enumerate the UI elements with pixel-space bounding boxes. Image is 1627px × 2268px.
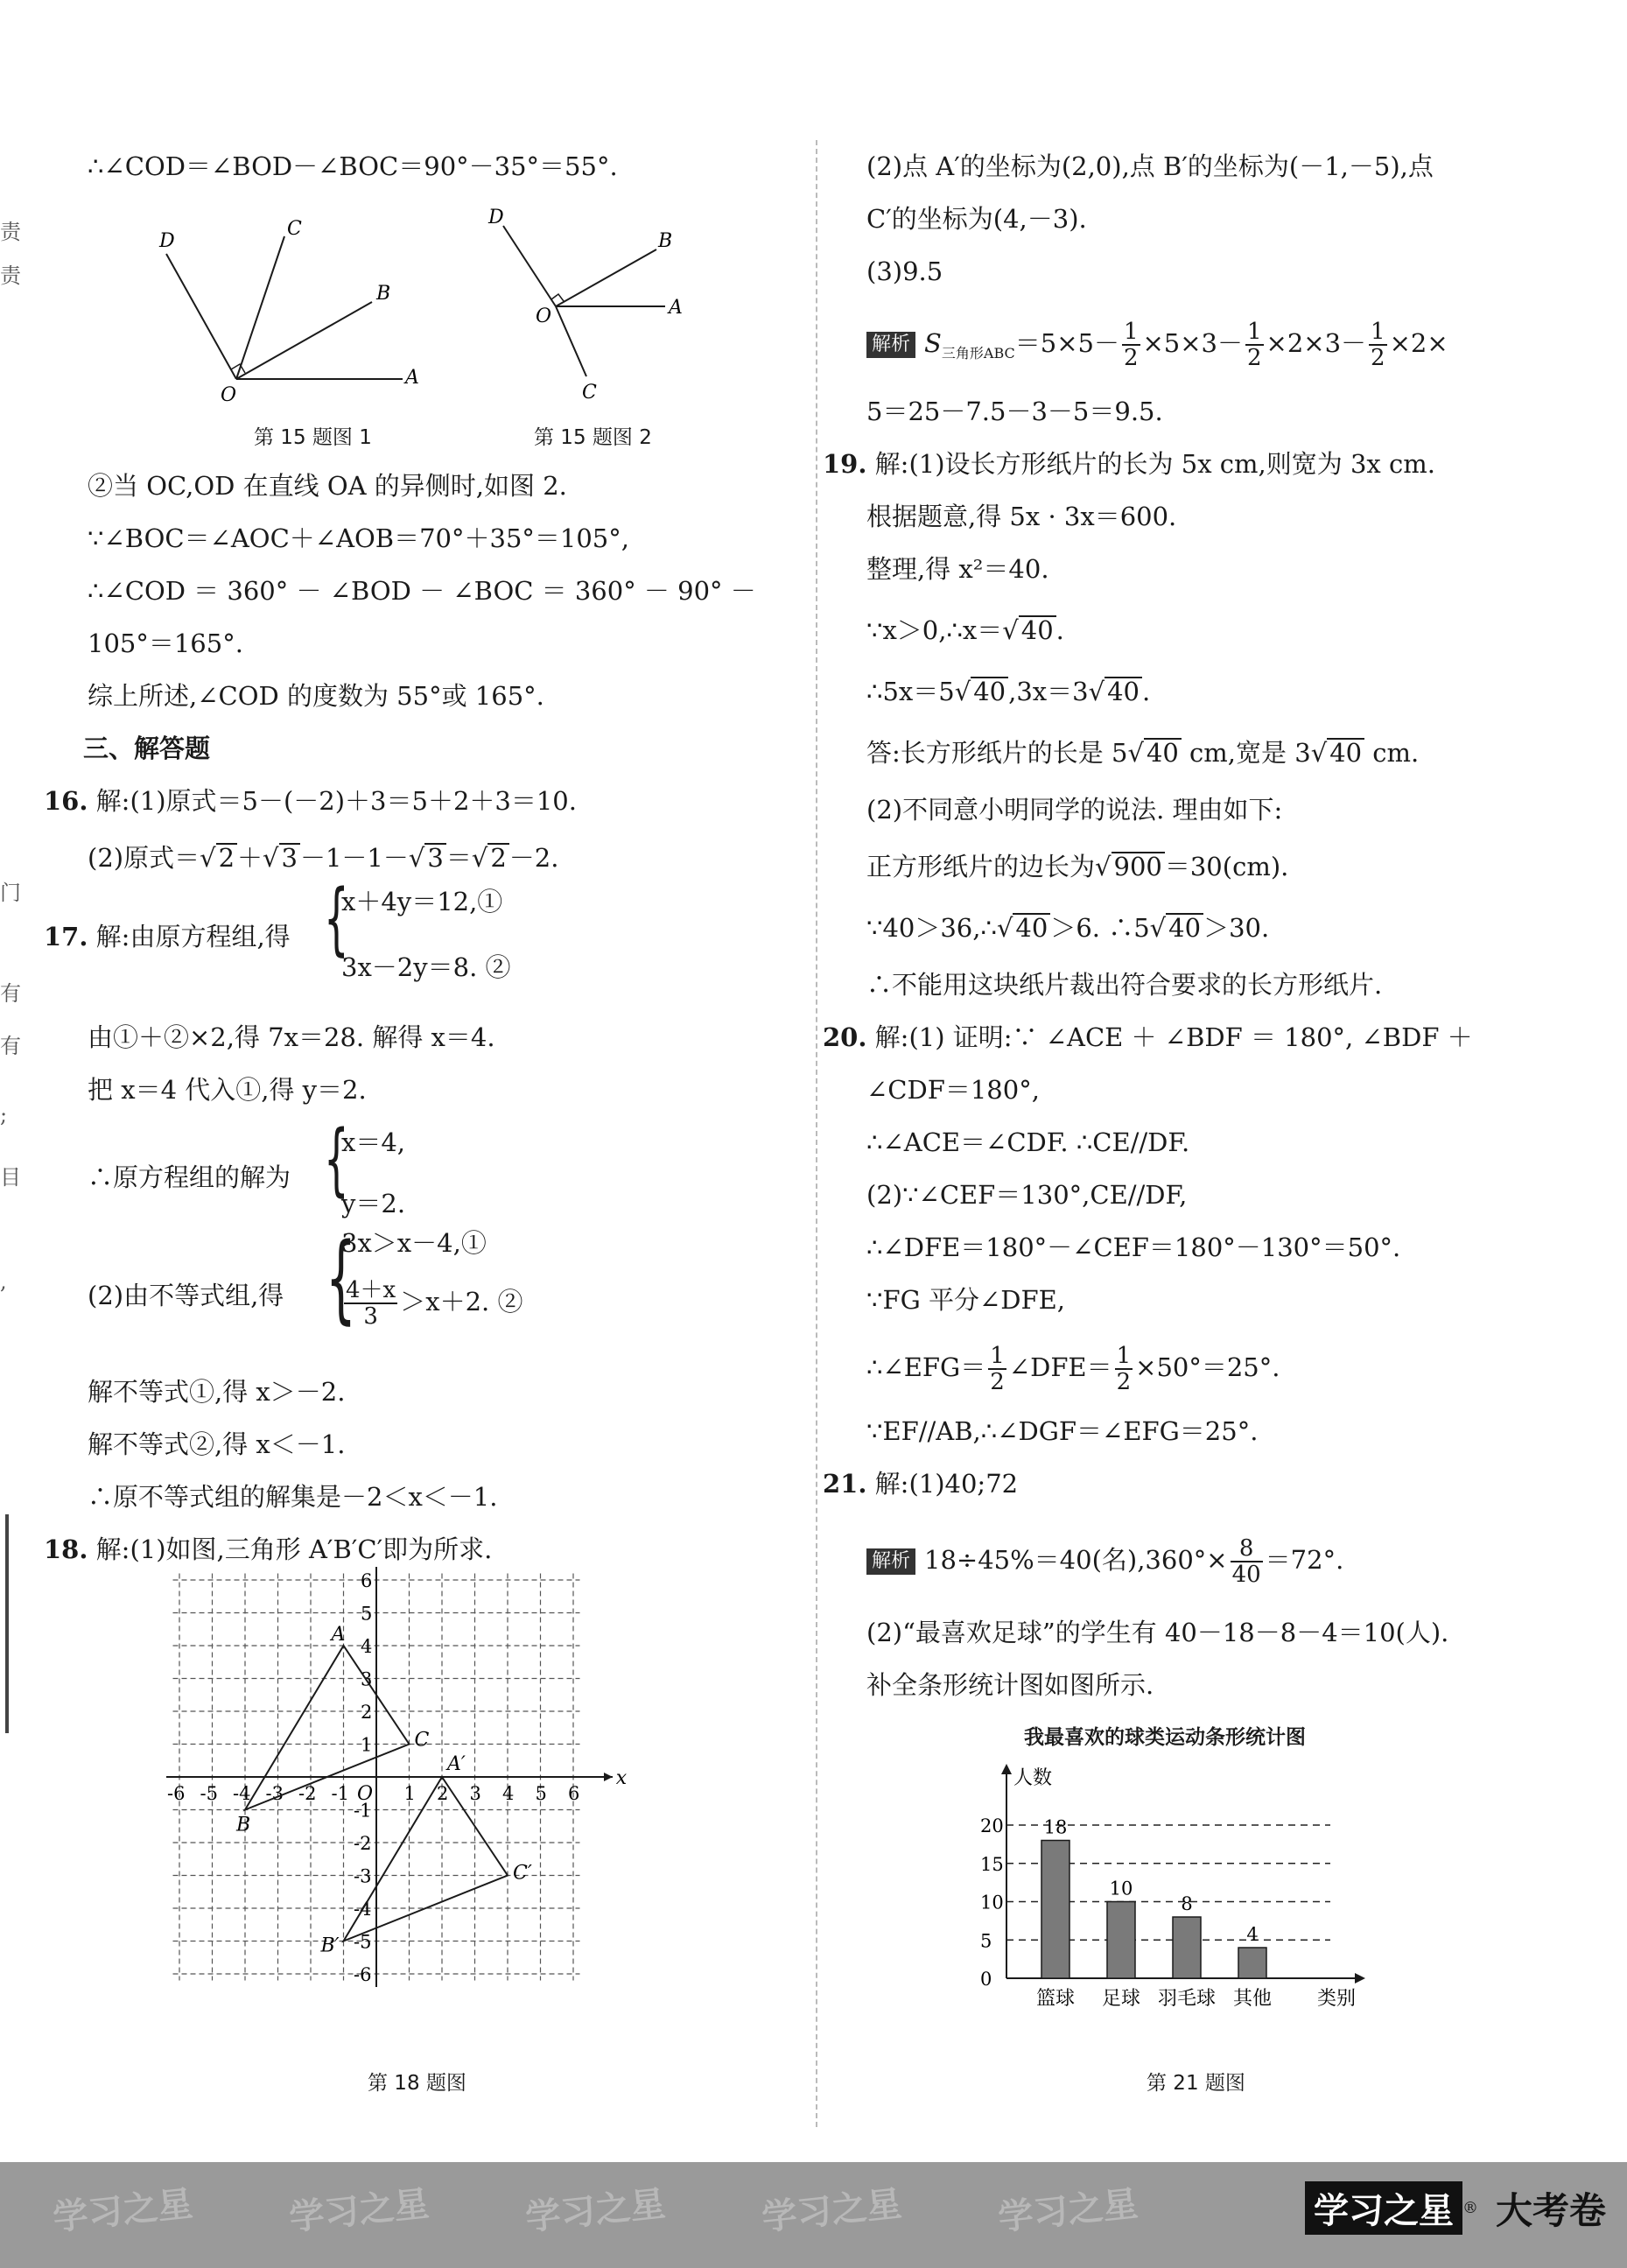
y-tick-label: 15 bbox=[980, 1853, 1004, 1875]
line: (2)“最喜欢足球”的学生有 40－18－8－4＝10(人). bbox=[866, 1618, 1449, 1647]
line: 根据题意,得 5x · 3x＝600. bbox=[866, 502, 1177, 531]
y-tick-label: 0 bbox=[980, 1969, 992, 1990]
line: ∴∠COD＝∠BOD－∠BOC＝90°－35°＝55°. bbox=[88, 151, 618, 181]
label-B: B bbox=[658, 230, 673, 252]
text: 解:(1) 证明:∵ ∠ACE ＋ ∠BDF ＝ 180°, ∠BDF ＋ bbox=[874, 1022, 1473, 1052]
y-tick-label: -6 bbox=[354, 1964, 372, 1985]
text: (2)原式＝ bbox=[88, 843, 200, 873]
brand-logo: 学习之星 bbox=[1305, 2181, 1462, 2235]
question-number: 20. bbox=[823, 1022, 867, 1052]
category-label: 篮球 bbox=[1035, 1988, 1076, 2010]
x-axis-label: x bbox=[615, 1767, 628, 1789]
x-arrow bbox=[604, 1773, 613, 1781]
x-tick-label: -5 bbox=[200, 1783, 218, 1804]
line: (2)∵∠CEF＝130°,CE//DF, bbox=[866, 1180, 1188, 1210]
cut-line bbox=[5, 1514, 9, 1733]
analysis-tag: 解析 bbox=[866, 1548, 915, 1575]
figure-caption: 第 21 题图 bbox=[1147, 2072, 1245, 2095]
ray-OD bbox=[166, 254, 236, 379]
fragment: , bbox=[0, 1269, 7, 1294]
figure-caption: 第 15 题图 2 bbox=[534, 426, 652, 449]
watermark: 学习之星 bbox=[523, 2183, 668, 2239]
category-label: 其他 bbox=[1232, 1988, 1273, 2010]
fragment: 有 bbox=[0, 981, 21, 1006]
vertex-label: B′ bbox=[320, 1934, 340, 1957]
y-tick-label: 5 bbox=[980, 1930, 992, 1952]
label-D: D bbox=[488, 207, 504, 228]
left-edge-fragments bbox=[0, 131, 26, 1882]
analysis-line: 解析 18÷45%＝40(名),360°× $\frac{8}{40}$ ＝72°. bbox=[866, 1536, 1343, 1587]
bar bbox=[1041, 1841, 1069, 1979]
question-number: 21. bbox=[823, 1469, 867, 1499]
line: 由①＋②×2,得 7x＝28. 解得 x＝4. bbox=[88, 1022, 495, 1052]
line: (3)9.5 bbox=[866, 256, 943, 286]
figure-15-2 bbox=[473, 201, 700, 403]
section-title: 三、解答题 bbox=[83, 734, 211, 763]
line: ∴∠DFE＝180°－∠CEF＝180°－130°＝50°. bbox=[866, 1232, 1401, 1262]
vertex-label: A bbox=[331, 1624, 346, 1646]
line: 综上所述,∠COD 的度数为 55°或 165°. bbox=[88, 681, 544, 711]
category-label: 足球 bbox=[1101, 1988, 1141, 2010]
origin-label: O bbox=[357, 1783, 374, 1805]
text: －2. bbox=[508, 843, 559, 873]
line: (2)不同意小明同学的说法. 理由如下: bbox=[866, 795, 1283, 825]
solution-x: x＝4, bbox=[341, 1127, 406, 1157]
x-tick-label: 2 bbox=[437, 1783, 449, 1804]
q16-part2: (2)原式＝√ 2 ＋√ 3 －1－1－√ 3 ＝√ 2 －2. bbox=[88, 843, 559, 873]
line: 补全条形统计图如图所示. bbox=[866, 1670, 1154, 1700]
y-tick-label: -1 bbox=[354, 1800, 372, 1822]
x-tick-label: 5 bbox=[535, 1783, 547, 1804]
y-axis-label: 人数 bbox=[1013, 1767, 1053, 1789]
column-divider bbox=[816, 140, 817, 2127]
x-arrow bbox=[1355, 1973, 1365, 1984]
ray-OB bbox=[556, 249, 656, 306]
vertex-label: C′ bbox=[513, 1862, 532, 1885]
bar-value-label: 4 bbox=[1246, 1924, 1259, 1945]
y-tick-label: 3 bbox=[361, 1668, 373, 1690]
label-A: A bbox=[669, 297, 683, 319]
line: 正方形纸片的边长为√ 900 ＝30(cm). bbox=[866, 852, 1289, 881]
solution-y: y＝2. bbox=[341, 1189, 406, 1218]
figure-15-1 bbox=[140, 201, 429, 403]
y-tick-label: -2 bbox=[354, 1833, 372, 1854]
chart-title: 我最喜欢的球类运动条形统计图 bbox=[1024, 1726, 1306, 1749]
vertex-label: A′ bbox=[447, 1753, 466, 1775]
fragment: 有 bbox=[0, 1034, 21, 1058]
fragment: 目 bbox=[0, 1165, 21, 1190]
x-axis-label: 类别 bbox=[1317, 1988, 1357, 2010]
q20 bbox=[823, 1020, 1473, 1055]
x-tick-label: -6 bbox=[167, 1783, 186, 1804]
right-angle-mark bbox=[551, 294, 564, 301]
line: ∵∠BOC＝∠AOC＋∠AOB＝70°＋35°＝105°, bbox=[88, 523, 629, 553]
line: ②当 OC,OD 在直线 OA 的异侧时,如图 2. bbox=[88, 471, 567, 501]
line: 解不等式②,得 x＜－1. bbox=[88, 1429, 346, 1459]
label-D: D bbox=[159, 230, 175, 252]
ray-OB bbox=[236, 302, 372, 379]
bar bbox=[1238, 1948, 1266, 1978]
q21 bbox=[823, 1466, 1018, 1501]
ray-OD bbox=[503, 226, 556, 306]
fragment: 门 bbox=[0, 881, 21, 905]
line: 105°＝165°. bbox=[88, 628, 243, 658]
watermark: 学习之星 bbox=[51, 2183, 195, 2239]
line: (2)由不等式组,得 bbox=[88, 1281, 284, 1310]
y-arrow bbox=[1001, 1764, 1012, 1774]
inequality-2: $\frac{4+x}{3}$ ＞x＋2. ② bbox=[346, 1277, 523, 1330]
text: 解:(1)原式＝5－(－2)＋3＝5＋2＋3＝10. bbox=[95, 786, 577, 816]
line: ∵x＞0,∴x＝√ 40 . bbox=[866, 615, 1064, 645]
radicand: 3 bbox=[424, 843, 445, 871]
bar-chart bbox=[963, 1759, 1400, 2022]
watermark: 学习之星 bbox=[287, 2183, 431, 2239]
y-tick-label: 2 bbox=[361, 1702, 373, 1723]
y-tick-label: 20 bbox=[980, 1815, 1004, 1836]
label-C: C bbox=[287, 218, 302, 240]
x-tick-label: -3 bbox=[265, 1783, 284, 1804]
label-A: A bbox=[405, 367, 419, 389]
text: ＝ bbox=[445, 843, 472, 873]
vertex-label: C bbox=[414, 1729, 430, 1752]
text: ＋ bbox=[237, 843, 263, 873]
x-tick-label: 1 bbox=[403, 1783, 416, 1804]
line: ∴原不等式组的解集是－2＜x＜－1. bbox=[88, 1482, 498, 1512]
line: 5＝25－7.5－3－5＝9.5. bbox=[866, 397, 1163, 426]
analysis-line: 解析 $S_{三角形ABC}=5\times 5-$ $\frac{1}{2}$ ×5×3－ $\frac{1}{2}$ ×2×3－ $\frac{1}{2}$ ×2× bbox=[866, 319, 1448, 371]
ray-OC bbox=[556, 306, 586, 376]
bar bbox=[1173, 1917, 1201, 1978]
brace: { bbox=[324, 873, 349, 965]
y-tick-label: -5 bbox=[354, 1931, 372, 1953]
fragment: 责 bbox=[0, 263, 21, 288]
figure-caption: 第 18 题图 bbox=[368, 2072, 466, 2095]
line: ∵EF//AB,∴∠DGF＝∠EFG＝25°. bbox=[866, 1416, 1259, 1446]
figure-caption: 第 15 题图 1 bbox=[254, 426, 372, 449]
footer-band bbox=[0, 2162, 1627, 2268]
fragment: 责 bbox=[0, 220, 21, 244]
brace: { bbox=[326, 1222, 356, 1334]
line: 整理,得 x²＝40. bbox=[866, 554, 1049, 584]
text: 解:(1)如图,三角形 A′B′C′即为所求. bbox=[95, 1534, 493, 1564]
y-tick-label: 10 bbox=[980, 1892, 1004, 1913]
text: 解:(1)设长方形纸片的长为 5x cm,则宽为 3x cm. bbox=[874, 449, 1435, 479]
label-B: B bbox=[376, 283, 391, 305]
radicand: 3 bbox=[279, 843, 300, 871]
line: ∠CDF＝180°, bbox=[866, 1075, 1040, 1105]
ray-OC bbox=[236, 236, 284, 379]
watermark: 学习之星 bbox=[760, 2183, 904, 2239]
question-number: 19. bbox=[823, 449, 867, 479]
line: ∴∠COD ＝ 360° － ∠BOD － ∠BOC ＝ 360° － 90° － bbox=[88, 576, 756, 606]
radicand: 2 bbox=[487, 843, 508, 871]
text: －1－1－ bbox=[299, 843, 409, 873]
question-number: 16. bbox=[44, 786, 88, 816]
analysis-tag: 解析 bbox=[866, 332, 915, 358]
category-label: 羽毛球 bbox=[1157, 1988, 1217, 2010]
y-tick-label: 1 bbox=[361, 1734, 373, 1756]
line: ∵FG 平分∠DFE, bbox=[866, 1285, 1066, 1315]
question-number: 18. bbox=[44, 1534, 88, 1564]
line: C′的坐标为(4,－3). bbox=[866, 204, 1087, 234]
brand-text: 大考卷 bbox=[1495, 2188, 1606, 2232]
y-tick-label: -4 bbox=[354, 1899, 372, 1920]
brand bbox=[1305, 2181, 1606, 2235]
y-tick-label: 4 bbox=[361, 1636, 373, 1657]
q19 bbox=[823, 446, 1435, 481]
system-eq1: x＋4y＝12,① bbox=[341, 887, 503, 916]
line: 把 x＝4 代入①,得 y＝2. bbox=[88, 1075, 367, 1105]
x-tick-label: 6 bbox=[568, 1783, 580, 1804]
bar bbox=[1107, 1902, 1135, 1979]
line: ∴∠ACE＝∠CDF. ∴CE//DF. bbox=[866, 1127, 1190, 1157]
line: ∴5x＝5√ 40 ,3x＝3√ 40 . bbox=[866, 677, 1151, 706]
q16 bbox=[44, 783, 577, 818]
y-tick-label: 6 bbox=[361, 1570, 373, 1591]
label-O: O bbox=[536, 305, 552, 327]
line: ∴不能用这块纸片裁出符合要求的长方形纸片. bbox=[866, 970, 1383, 1000]
registered-mark: ® bbox=[1462, 2199, 1478, 2217]
x-tick-label: 4 bbox=[502, 1783, 515, 1804]
bar-value-label: 8 bbox=[1181, 1893, 1193, 1914]
x-tick-label: -2 bbox=[298, 1783, 317, 1804]
y-tick-label: -3 bbox=[354, 1865, 372, 1887]
question-number: 17. bbox=[44, 922, 88, 951]
fraction: $\frac{4+x}{3}$ bbox=[346, 1277, 396, 1330]
line: (2)点 A′的坐标为(2,0),点 B′的坐标为(－1,－5),点 bbox=[866, 151, 1434, 181]
inequality-1: 3x＞x－4,① bbox=[341, 1228, 487, 1258]
text: 解:由原方程组,得 bbox=[95, 922, 291, 951]
line: 答:长方形纸片的长是 5√ 40 cm,宽是 3√ 40 cm. bbox=[866, 738, 1420, 768]
line: ∴∠EFG＝ $\frac{1}{2}$ ∠DFE＝ $\frac{1}{2}$ ×50°＝25°. bbox=[866, 1343, 1280, 1395]
line: ∵40＞36,∴√ 40 ＞6. ∴5√ 40 ＞30. bbox=[866, 913, 1270, 943]
vertex-label: B bbox=[236, 1814, 251, 1836]
text: 解:(1)40;72 bbox=[874, 1469, 1019, 1499]
label-O: O bbox=[221, 384, 237, 403]
fragment: ; bbox=[0, 1103, 8, 1127]
watermark: 学习之星 bbox=[996, 2183, 1140, 2239]
line: ∴原方程组的解为 bbox=[88, 1162, 291, 1192]
system-eq2: 3x－2y＝8. ② bbox=[341, 952, 511, 982]
label-C: C bbox=[582, 382, 597, 403]
bar-value-label: 18 bbox=[1043, 1816, 1068, 1838]
q17 bbox=[44, 919, 291, 954]
q18 bbox=[44, 1532, 492, 1567]
radicand: 2 bbox=[216, 843, 237, 871]
x-tick-label: -4 bbox=[233, 1783, 251, 1804]
bar-value-label: 10 bbox=[1109, 1878, 1133, 1899]
brace: { bbox=[324, 1113, 349, 1205]
y-tick-label: 5 bbox=[361, 1603, 373, 1625]
x-tick-label: -1 bbox=[331, 1783, 349, 1804]
x-tick-label: 3 bbox=[469, 1783, 481, 1804]
line: 解不等式①,得 x＞－2. bbox=[88, 1377, 346, 1407]
